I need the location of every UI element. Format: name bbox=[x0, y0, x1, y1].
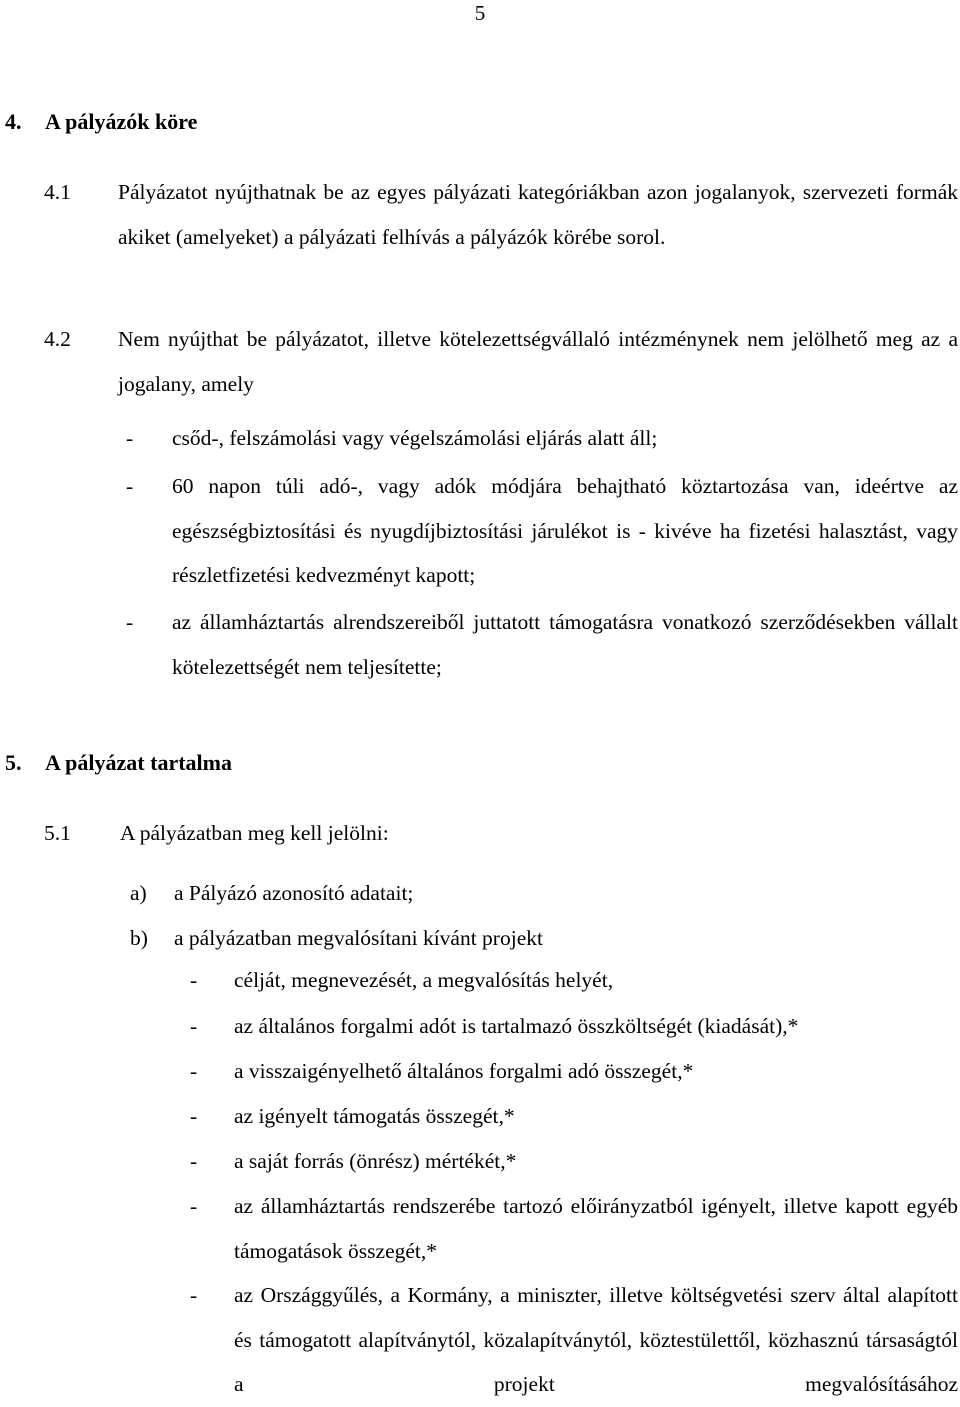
list-item-text: az Országgyűlés, a Kormány, a miniszter, illetve költségvetési szerv által alapított és támogatott alapítványtól, közalapítványtól, köztestülettől, közhasznú társaságtól a projekt megvalósításához bbox=[234, 1283, 958, 1396]
list-item-text: az államháztartás rendszerébe tartozó előirányzatból igényelt, illetve kapott egyéb támogatások összegét,* bbox=[234, 1194, 958, 1263]
list-dash: - bbox=[126, 474, 134, 498]
item-letter-b: b) bbox=[130, 926, 148, 950]
paragraph-5-1 bbox=[0, 811, 958, 856]
list-dash: - bbox=[126, 610, 134, 634]
paragraph-4-1-text: Pályázatot nyújthatnak be az egyes pályázati kategóriákban azon jogalanyok, szervezeti formák akiket (amelyeket) a pályázati felhívás a pályázók körébe sorol. bbox=[118, 180, 958, 249]
list-item-text: a visszaigényelhető általános forgalmi adó összegét,* bbox=[234, 1059, 694, 1083]
list-dash: - bbox=[190, 1194, 198, 1218]
lettered-item-b bbox=[130, 924, 543, 952]
lettered-item-a bbox=[130, 879, 413, 907]
list-dash: - bbox=[190, 1104, 198, 1128]
paragraph-4-2 bbox=[0, 317, 958, 406]
paragraph-4-2-number: 4.2 bbox=[44, 327, 71, 351]
list-dash: - bbox=[190, 1283, 198, 1307]
list-dash: - bbox=[190, 1014, 198, 1038]
section-4-heading bbox=[5, 108, 197, 136]
list-item bbox=[126, 600, 958, 689]
paragraph-4-2-text: Nem nyújthat be pályázatot, illetve kötelezettségvállaló intézménynek nem jelölhető meg az a jogalany, amely bbox=[118, 327, 958, 396]
list-item-text: célját, megnevezését, a megvalósítás helyét, bbox=[234, 968, 614, 992]
item-letter-a: a) bbox=[130, 881, 147, 905]
list-dash: - bbox=[190, 1059, 198, 1083]
list-item bbox=[190, 1004, 958, 1049]
section-4-title: A pályázók köre bbox=[45, 109, 198, 134]
list-dash: - bbox=[126, 426, 134, 450]
list-item-text: a saját forrás (önrész) mértékét,* bbox=[234, 1149, 517, 1173]
section-5-title: A pályázat tartalma bbox=[45, 750, 232, 775]
item-text-a: a Pályázó azonosító adatait; bbox=[174, 881, 414, 905]
paragraph-4-1 bbox=[0, 170, 958, 259]
paragraph-4-1-number: 4.1 bbox=[44, 180, 71, 204]
page-number: 5 bbox=[474, 1, 486, 25]
section-5-number: 5. bbox=[5, 750, 22, 775]
list-item bbox=[190, 958, 958, 1003]
list-dash: - bbox=[190, 968, 198, 992]
list-item bbox=[190, 1139, 958, 1184]
list-item-text: az igényelt támogatás összegét,* bbox=[234, 1104, 515, 1128]
list-item-text: az államháztartás alrendszereiből juttatott támogatásra vonatkozó szerződésekben vállalt kötelezettségét nem teljesítette; bbox=[172, 610, 958, 679]
list-item bbox=[126, 464, 958, 598]
list-item-text bbox=[172, 464, 958, 598]
list-item bbox=[126, 416, 958, 461]
list-item bbox=[190, 1273, 958, 1407]
list-item-text: csőd-, felszámolási vagy végelszámolási eljárás alatt áll; bbox=[172, 426, 658, 450]
paragraph-5-1-number: 5.1 bbox=[44, 821, 71, 845]
list-dash: - bbox=[190, 1149, 198, 1173]
list-item bbox=[190, 1184, 958, 1273]
list-item-text: az általános forgalmi adót is tartalmazó összköltségét (kiadását),* bbox=[234, 1014, 799, 1038]
section-4-number: 4. bbox=[5, 109, 22, 134]
list-item bbox=[190, 1049, 958, 1094]
section-5-heading bbox=[5, 749, 232, 777]
paragraph-5-1-text: A pályázatban meg kell jelölni: bbox=[120, 821, 389, 845]
item-text-b: a pályázatban megvalósítani kívánt projekt bbox=[174, 926, 543, 950]
list-item bbox=[190, 1094, 958, 1139]
list-item-text-content: 60 napon túli adó-, vagy adók módjára behajtható köztartozása van, ideértve az egészségbiztosítási és nyugdíjbiztosítási járulékot is - kivéve ha fizetési halasztást, vagy részletfizetési kedvezményt kapott; bbox=[172, 474, 958, 587]
